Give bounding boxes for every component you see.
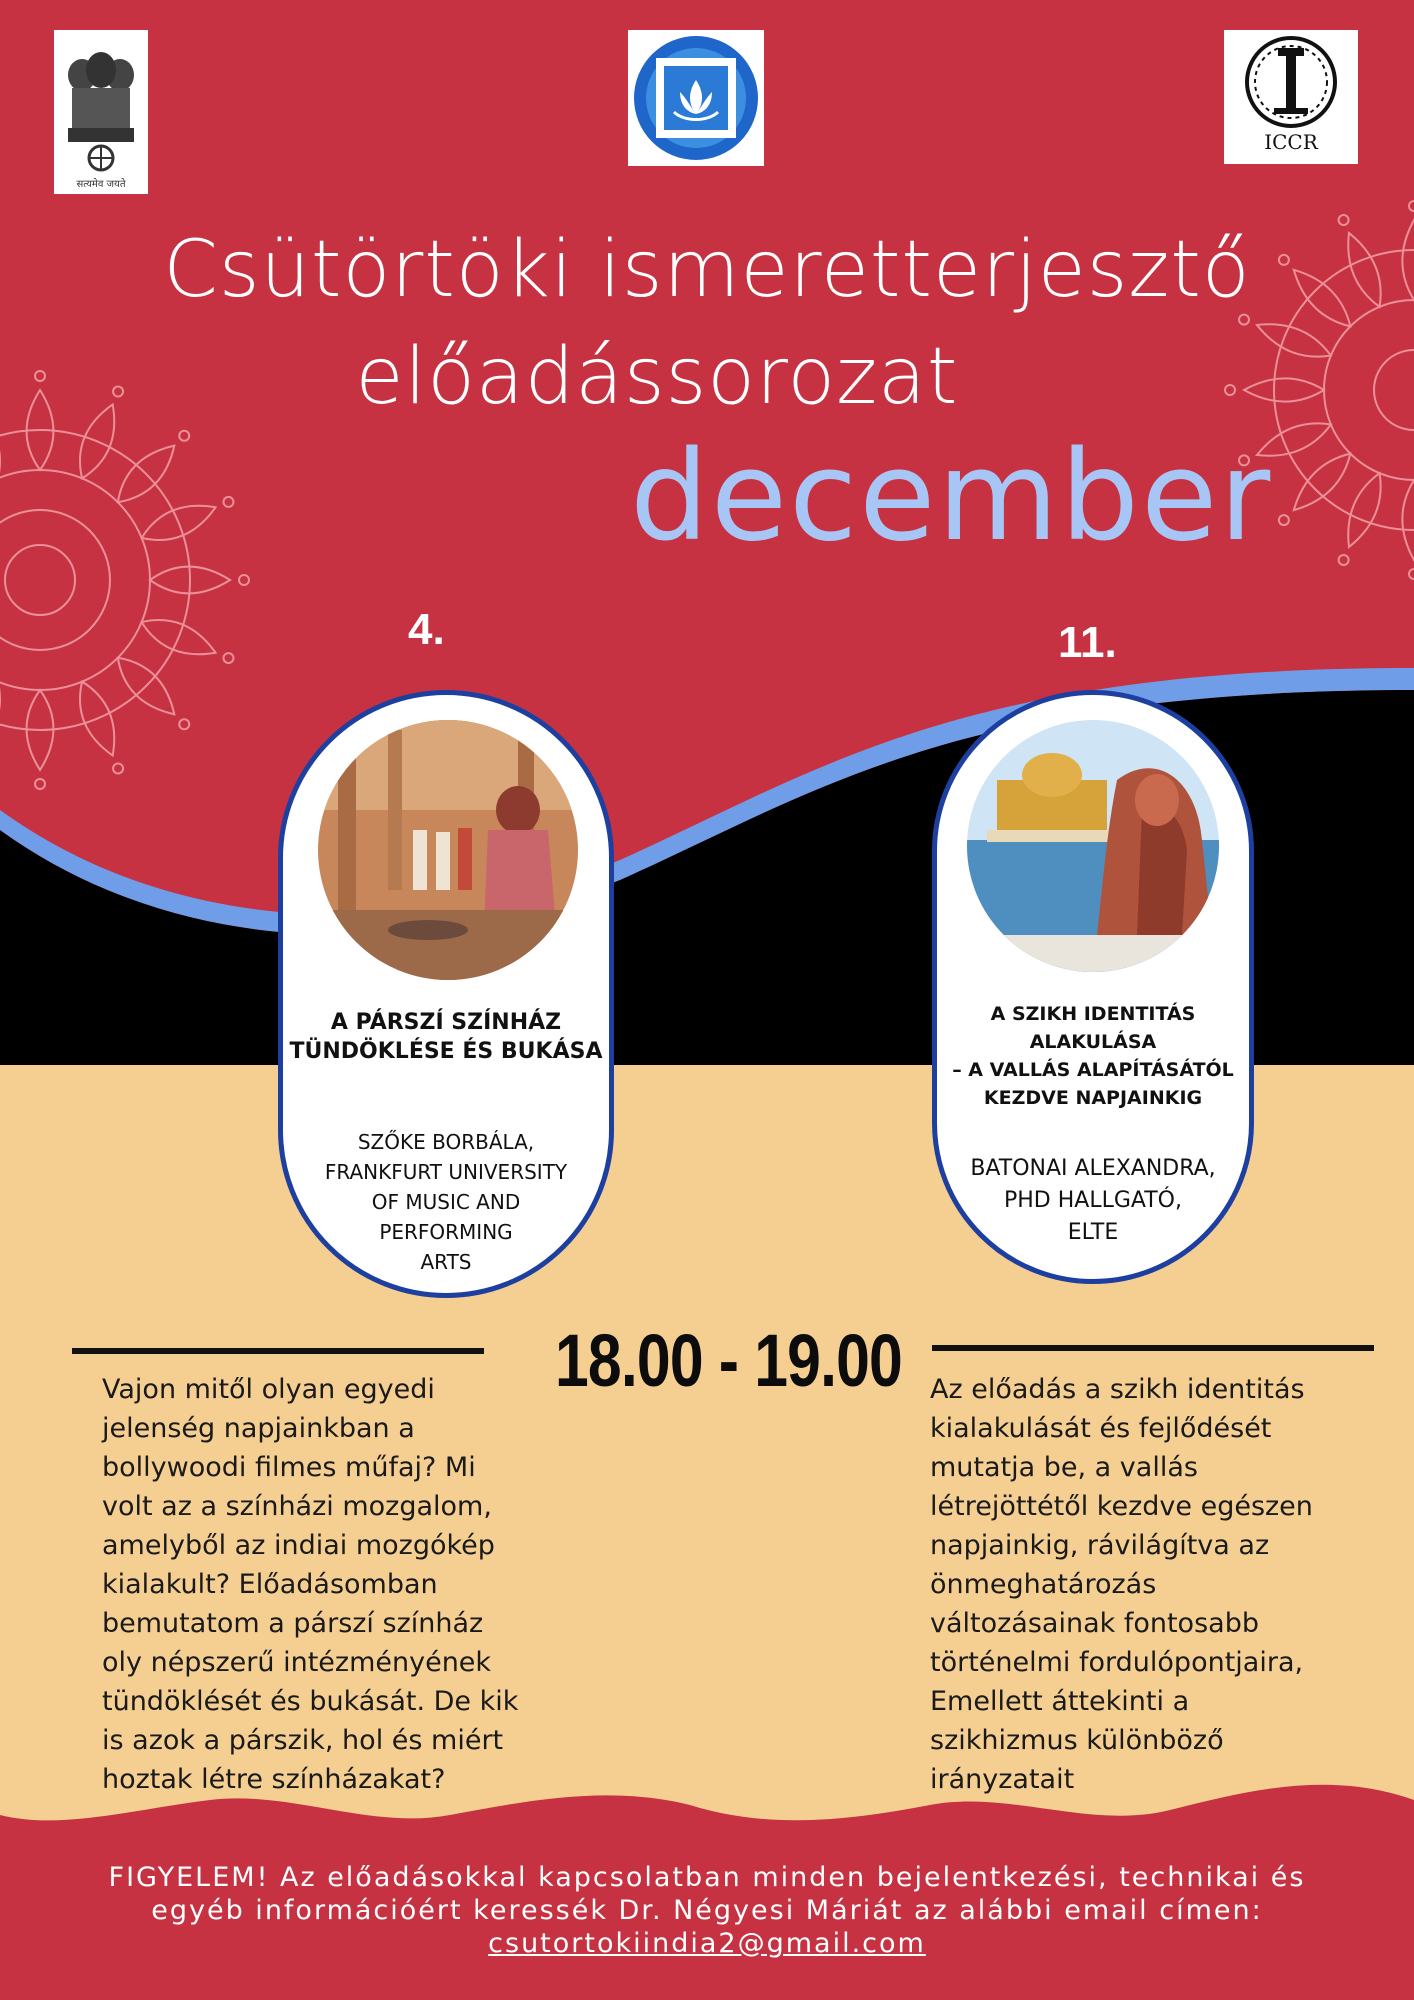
- description-line: változásainak fontosabb: [930, 1608, 1259, 1639]
- event-1-title-line: TÜNDÖKLÉSE ÉS BUKÁSA: [289, 1039, 603, 1064]
- description-line: önmeghatározás: [930, 1569, 1157, 1600]
- description-line: tündöklését és bukását. De kik: [102, 1686, 519, 1717]
- description-line: történelmi fordulópontjaira,: [930, 1647, 1304, 1678]
- event-2-title-line: A SZIKH IDENTITÁS: [990, 1003, 1196, 1025]
- lotus-seal-icon: [628, 30, 764, 166]
- left-divider: [72, 1348, 484, 1354]
- description-line: Emellett áttekinti a: [930, 1686, 1190, 1717]
- event-1-speaker-line: SZŐKE BORBÁLA,: [357, 1130, 535, 1154]
- description-line: amelyből az indiai mozgókép: [102, 1530, 495, 1561]
- title-line-1: Csütörtöki ismeretterjesztő: [163, 225, 1251, 315]
- contact-email-link[interactable]: csutortokiindia2@gmail.com: [488, 1928, 926, 1959]
- event-2-speaker: [937, 1153, 1249, 1249]
- description-line: Az előadás a szikh identitás: [930, 1374, 1305, 1405]
- iccr-text: ICCR: [1264, 130, 1318, 154]
- description-line: mutatja be, a vallás: [930, 1452, 1198, 1483]
- description-line: kialakult? Előadásomban: [102, 1569, 438, 1600]
- event-2-title-line: ALAKULÁSA: [1029, 1031, 1157, 1053]
- description-line: kialakulását és fejlődését: [930, 1413, 1272, 1444]
- footer-notice-line-2: egyéb információért keressék Dr. Négyesi Máriát az alábbi email címen:: [151, 1895, 1263, 1926]
- ashoka-emblem-logo: [54, 30, 148, 194]
- event-2-title-line: – A VALLÁS ALAPÍTÁSÁTÓL: [952, 1059, 1234, 1081]
- event-1-title: [283, 1008, 609, 1066]
- description-line: oly népszerű intézményének: [102, 1647, 492, 1678]
- description-line: volt az a színházi mozgalom,: [102, 1491, 492, 1522]
- event-2-date: 11.: [1058, 618, 1117, 667]
- title-line-2: előadássorozat: [355, 332, 959, 422]
- event-1-speaker-line: FRANKFURT UNIVERSITY: [324, 1160, 568, 1184]
- event-2-title-line: KEZDVE NAPJAINKIG: [983, 1087, 1203, 1109]
- event-2-title: [937, 1000, 1249, 1112]
- event-1-speaker-line: PERFORMING: [379, 1220, 513, 1244]
- description-line: jelenség napjainkban a: [102, 1413, 415, 1444]
- description-line: szikhizmus különböző: [930, 1725, 1224, 1756]
- golden-temple-photo-icon: [967, 720, 1219, 972]
- description-line: hoztak létre színházakat?: [102, 1764, 446, 1795]
- court-painting-icon: [318, 720, 578, 980]
- event-2-speaker-line: PHD HALLGATÓ,: [1004, 1188, 1182, 1213]
- event-1-date: 4.: [408, 605, 445, 654]
- description-line: irányzatait: [930, 1764, 1075, 1795]
- ashoka-motto: सत्यमेव जयते: [76, 179, 126, 190]
- event-time: 18.00 - 19.00: [555, 1319, 902, 1402]
- description-line: is azok a párszik, hol és miért: [102, 1725, 504, 1756]
- description-line: bollywoodi filmes műfaj? Mi: [102, 1452, 476, 1483]
- description-line: bemutatom a párszí színház: [102, 1608, 484, 1639]
- footer-notice-line-1: FIGYELEM! Az előadásokkal kapcsolatban minden bejelentkezési, technikai és: [108, 1862, 1306, 1893]
- event-2-card: [932, 690, 1254, 1284]
- event-1-photo: [318, 720, 578, 980]
- event-1-speaker: [283, 1127, 609, 1277]
- event-1-title-line: A PÁRSZÍ SZÍNHÁZ: [330, 1010, 562, 1035]
- description-line: Vajon mitől olyan egyedi: [102, 1374, 435, 1405]
- event-2-speaker-line: ELTE: [1067, 1220, 1119, 1245]
- event-1-description: [102, 1370, 518, 1799]
- iccr-logo: [1224, 30, 1358, 164]
- ashoka-emblem-icon: [54, 30, 148, 194]
- footer-email-row: [0, 1928, 1414, 1959]
- event-1-speaker-line: ARTS: [420, 1250, 472, 1274]
- event-1-speaker-line: OF MUSIC AND: [371, 1190, 521, 1214]
- event-2-photo: [967, 720, 1219, 972]
- center-logo: [628, 30, 764, 166]
- description-line: létrejöttétől kezdve egészen: [930, 1491, 1313, 1522]
- right-divider: [932, 1345, 1374, 1351]
- description-line: napjainkig, rávilágítva az: [930, 1530, 1270, 1561]
- month-heading: december: [630, 425, 1273, 569]
- event-1-card: [278, 690, 614, 1298]
- event-2-speaker-line: BATONAI ALEXANDRA,: [970, 1156, 1216, 1181]
- event-2-description: [930, 1370, 1313, 1799]
